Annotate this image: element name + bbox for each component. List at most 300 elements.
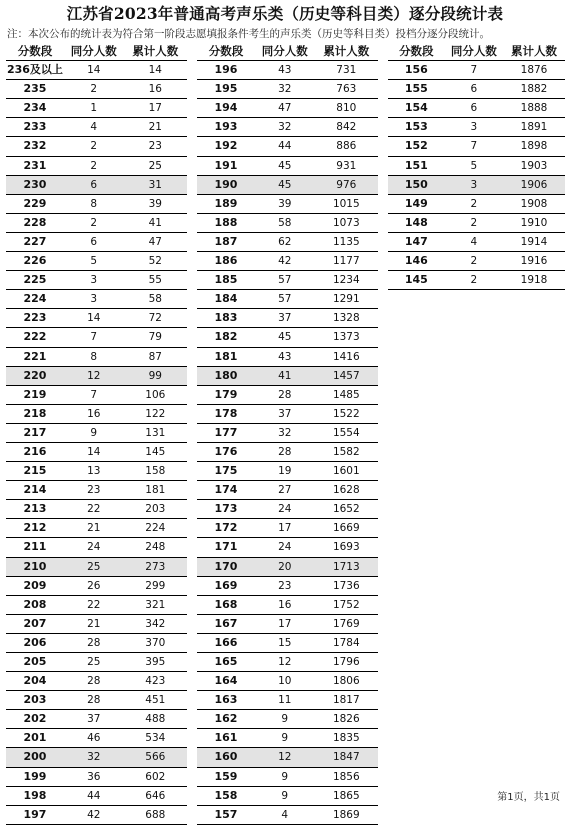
table-row — [197, 519, 378, 538]
cell-same-score-count: 8 — [64, 347, 124, 366]
cell-score: 194 — [197, 99, 255, 118]
cell-same-score-count: 27 — [255, 481, 315, 500]
cell-score: 208 — [6, 595, 64, 614]
cell-same-score-count: 22 — [64, 500, 124, 519]
cell-score: 207 — [6, 614, 64, 633]
cell-cumulative-count: 1582 — [315, 442, 378, 461]
cell-cumulative-count: 106 — [124, 385, 187, 404]
table-row — [388, 213, 565, 232]
table-row — [6, 232, 187, 251]
cell-score: 150 — [388, 175, 445, 194]
cell-same-score-count: 23 — [64, 481, 124, 500]
cell-same-score-count: 8 — [64, 194, 124, 213]
cell-same-score-count: 13 — [64, 462, 124, 481]
cell-score: 187 — [197, 232, 255, 251]
cell-score: 185 — [197, 271, 255, 290]
cell-score: 168 — [197, 595, 255, 614]
cell-same-score-count: 58 — [255, 213, 315, 232]
cell-same-score-count: 9 — [255, 710, 315, 729]
table-row — [197, 576, 378, 595]
cell-same-score-count: 6 — [64, 175, 124, 194]
cell-cumulative-count: 299 — [124, 576, 187, 595]
table-row — [6, 156, 187, 175]
cell-same-score-count: 4 — [64, 118, 124, 137]
cell-cumulative-count: 763 — [315, 80, 378, 99]
cell-cumulative-count: 55 — [124, 271, 187, 290]
cell-same-score-count: 16 — [64, 404, 124, 423]
table-row — [6, 748, 187, 767]
cell-same-score-count: 26 — [64, 576, 124, 595]
cell-score: 199 — [6, 767, 64, 786]
table-row — [6, 118, 187, 137]
table-body — [6, 61, 187, 825]
cell-cumulative-count: 1177 — [315, 252, 378, 271]
table-row — [6, 786, 187, 805]
cell-score: 201 — [6, 729, 64, 748]
table-row — [197, 156, 378, 175]
cell-score: 192 — [197, 137, 255, 156]
cell-score: 195 — [197, 80, 255, 99]
score-table — [388, 42, 565, 290]
cell-same-score-count: 3 — [64, 271, 124, 290]
table-row — [6, 194, 187, 213]
cell-cumulative-count: 1628 — [315, 481, 378, 500]
cell-same-score-count: 16 — [255, 595, 315, 614]
table-row — [6, 538, 187, 557]
cell-score: 153 — [388, 118, 445, 137]
cell-score: 200 — [6, 748, 64, 767]
cell-cumulative-count: 1234 — [315, 271, 378, 290]
table-row — [6, 423, 187, 442]
cell-same-score-count: 57 — [255, 290, 315, 309]
cell-cumulative-count: 99 — [124, 366, 187, 385]
cell-score: 197 — [6, 805, 64, 824]
cell-same-score-count: 45 — [255, 156, 315, 175]
cell-same-score-count: 7 — [64, 385, 124, 404]
cell-cumulative-count: 52 — [124, 252, 187, 271]
table-row — [197, 213, 378, 232]
cell-cumulative-count: 1135 — [315, 232, 378, 251]
cell-score: 214 — [6, 481, 64, 500]
header-cumulative-count: 累计人数 — [124, 42, 187, 61]
header-same-score-count: 同分人数 — [64, 42, 124, 61]
table-row — [6, 271, 187, 290]
table-row — [6, 462, 187, 481]
cell-cumulative-count: 931 — [315, 156, 378, 175]
cell-same-score-count: 28 — [64, 691, 124, 710]
cell-score: 226 — [6, 252, 64, 271]
table-row — [197, 672, 378, 691]
cell-same-score-count: 23 — [255, 576, 315, 595]
cell-cumulative-count: 1835 — [315, 729, 378, 748]
cell-cumulative-count: 1865 — [315, 786, 378, 805]
cell-cumulative-count: 1908 — [503, 194, 565, 213]
cell-cumulative-count: 39 — [124, 194, 187, 213]
cell-score: 186 — [197, 252, 255, 271]
cell-same-score-count: 20 — [255, 557, 315, 576]
cell-score: 219 — [6, 385, 64, 404]
cell-score: 210 — [6, 557, 64, 576]
cell-score: 167 — [197, 614, 255, 633]
table-note: 注：本次公布的统计表为符合第一阶段志愿填报条件考生的声乐类（历史等科目类）投档分逐分段统计。 — [7, 28, 490, 40]
cell-cumulative-count: 646 — [124, 786, 187, 805]
cell-score: 235 — [6, 80, 64, 99]
cell-cumulative-count: 842 — [315, 118, 378, 137]
cell-same-score-count: 45 — [255, 175, 315, 194]
header-same-score-count: 同分人数 — [255, 42, 315, 61]
table-row — [197, 595, 378, 614]
cell-cumulative-count: 248 — [124, 538, 187, 557]
cell-cumulative-count: 31 — [124, 175, 187, 194]
table-row — [197, 423, 378, 442]
cell-same-score-count: 12 — [64, 366, 124, 385]
cell-score: 159 — [197, 767, 255, 786]
cell-cumulative-count: 1015 — [315, 194, 378, 213]
table-row — [197, 80, 378, 99]
table-header-row — [6, 42, 187, 61]
cell-cumulative-count: 395 — [124, 653, 187, 672]
cell-same-score-count: 6 — [64, 232, 124, 251]
cell-score: 166 — [197, 633, 255, 652]
cell-score: 206 — [6, 633, 64, 652]
cell-same-score-count: 9 — [255, 767, 315, 786]
cell-cumulative-count: 1373 — [315, 328, 378, 347]
cell-score: 181 — [197, 347, 255, 366]
cell-cumulative-count: 1796 — [315, 653, 378, 672]
cell-same-score-count: 43 — [255, 61, 315, 80]
cell-same-score-count: 24 — [64, 538, 124, 557]
cell-cumulative-count: 1882 — [503, 80, 565, 99]
cell-cumulative-count: 1522 — [315, 404, 378, 423]
cell-score: 223 — [6, 309, 64, 328]
cell-same-score-count: 5 — [64, 252, 124, 271]
cell-cumulative-count: 1903 — [503, 156, 565, 175]
table-row — [6, 710, 187, 729]
cell-score: 228 — [6, 213, 64, 232]
cell-cumulative-count: 181 — [124, 481, 187, 500]
cell-cumulative-count: 731 — [315, 61, 378, 80]
cell-same-score-count: 11 — [255, 691, 315, 710]
cell-score: 170 — [197, 557, 255, 576]
cell-same-score-count: 46 — [64, 729, 124, 748]
cell-same-score-count: 21 — [64, 614, 124, 633]
cell-cumulative-count: 203 — [124, 500, 187, 519]
cell-cumulative-count: 1713 — [315, 557, 378, 576]
cell-same-score-count: 17 — [255, 614, 315, 633]
cell-score: 212 — [6, 519, 64, 538]
table-row — [197, 481, 378, 500]
cell-same-score-count: 22 — [64, 595, 124, 614]
cell-same-score-count: 28 — [64, 672, 124, 691]
table-row — [6, 137, 187, 156]
table-row — [197, 290, 378, 309]
cell-score: 184 — [197, 290, 255, 309]
cell-same-score-count: 37 — [64, 710, 124, 729]
table-row — [6, 481, 187, 500]
cell-cumulative-count: 158 — [124, 462, 187, 481]
cell-cumulative-count: 1736 — [315, 576, 378, 595]
cell-same-score-count: 3 — [445, 118, 503, 137]
cell-score: 217 — [6, 423, 64, 442]
cell-cumulative-count: 566 — [124, 748, 187, 767]
cell-cumulative-count: 122 — [124, 404, 187, 423]
cell-score: 154 — [388, 99, 445, 118]
cell-cumulative-count: 1826 — [315, 710, 378, 729]
cell-cumulative-count: 47 — [124, 232, 187, 251]
table-row — [6, 290, 187, 309]
cell-same-score-count: 4 — [445, 232, 503, 251]
table-row — [6, 557, 187, 576]
table-row — [6, 99, 187, 118]
cell-cumulative-count: 1856 — [315, 767, 378, 786]
table-row — [197, 309, 378, 328]
cell-score: 193 — [197, 118, 255, 137]
table-row — [197, 748, 378, 767]
table-row — [197, 691, 378, 710]
cell-score: 205 — [6, 653, 64, 672]
cell-same-score-count: 28 — [255, 385, 315, 404]
cell-cumulative-count: 1485 — [315, 385, 378, 404]
cell-cumulative-count: 1888 — [503, 99, 565, 118]
cell-cumulative-count: 1869 — [315, 805, 378, 824]
cell-same-score-count: 25 — [64, 557, 124, 576]
cell-same-score-count: 12 — [255, 748, 315, 767]
cell-cumulative-count: 72 — [124, 309, 187, 328]
cell-score: 160 — [197, 748, 255, 767]
table-row — [6, 80, 187, 99]
cell-score: 182 — [197, 328, 255, 347]
cell-cumulative-count: 16 — [124, 80, 187, 99]
cell-same-score-count: 6 — [445, 99, 503, 118]
table-row — [6, 252, 187, 271]
cell-score: 213 — [6, 500, 64, 519]
cell-cumulative-count: 321 — [124, 595, 187, 614]
cell-score: 227 — [6, 232, 64, 251]
cell-same-score-count: 44 — [64, 786, 124, 805]
cell-score: 155 — [388, 80, 445, 99]
table-row — [388, 118, 565, 137]
cell-same-score-count: 62 — [255, 232, 315, 251]
cell-same-score-count: 3 — [64, 290, 124, 309]
cell-cumulative-count: 1601 — [315, 462, 378, 481]
cell-score: 190 — [197, 175, 255, 194]
cell-cumulative-count: 1910 — [503, 213, 565, 232]
cell-score: 148 — [388, 213, 445, 232]
table-row — [197, 347, 378, 366]
cell-same-score-count: 24 — [255, 500, 315, 519]
table-header-row — [197, 42, 378, 61]
cell-score: 215 — [6, 462, 64, 481]
score-table-column-2 — [197, 42, 378, 825]
table-row — [388, 156, 565, 175]
cell-same-score-count: 12 — [255, 653, 315, 672]
cell-cumulative-count: 423 — [124, 672, 187, 691]
cell-score: 234 — [6, 99, 64, 118]
cell-score: 156 — [388, 61, 445, 80]
table-row — [6, 175, 187, 194]
table-row — [388, 271, 565, 290]
page-title: 江苏省2023年普通高考声乐类（历史等科目类）逐分段统计表 — [66, 4, 504, 23]
cell-cumulative-count: 1416 — [315, 347, 378, 366]
table-row — [6, 767, 187, 786]
table-row — [6, 366, 187, 385]
table-row — [197, 557, 378, 576]
table-row — [197, 538, 378, 557]
table-row — [197, 805, 378, 824]
table-row — [197, 61, 378, 80]
cell-cumulative-count: 810 — [315, 99, 378, 118]
cell-same-score-count: 10 — [255, 672, 315, 691]
table-row — [197, 786, 378, 805]
table-row — [197, 404, 378, 423]
cell-cumulative-count: 1876 — [503, 61, 565, 80]
table-row — [197, 653, 378, 672]
table-row — [197, 729, 378, 748]
cell-cumulative-count: 1916 — [503, 252, 565, 271]
cell-same-score-count: 2 — [445, 252, 503, 271]
table-row — [6, 404, 187, 423]
cell-cumulative-count: 224 — [124, 519, 187, 538]
cell-same-score-count: 41 — [255, 366, 315, 385]
table-row — [197, 710, 378, 729]
cell-score: 177 — [197, 423, 255, 442]
cell-same-score-count: 14 — [64, 61, 124, 80]
cell-score: 236及以上 — [6, 61, 64, 80]
cell-same-score-count: 32 — [64, 748, 124, 767]
cell-cumulative-count: 1073 — [315, 213, 378, 232]
cell-same-score-count: 7 — [445, 61, 503, 80]
table-row — [197, 252, 378, 271]
cell-same-score-count: 37 — [255, 404, 315, 423]
cell-score: 218 — [6, 404, 64, 423]
cell-cumulative-count: 79 — [124, 328, 187, 347]
cell-same-score-count: 4 — [255, 805, 315, 824]
table-row — [197, 232, 378, 251]
table-row — [197, 194, 378, 213]
cell-cumulative-count: 1752 — [315, 595, 378, 614]
cell-score: 189 — [197, 194, 255, 213]
cell-score: 146 — [388, 252, 445, 271]
cell-same-score-count: 6 — [445, 80, 503, 99]
header-score-range: 分数段 — [197, 42, 255, 61]
cell-score: 152 — [388, 137, 445, 156]
cell-same-score-count: 14 — [64, 309, 124, 328]
cell-cumulative-count: 488 — [124, 710, 187, 729]
cell-cumulative-count: 21 — [124, 118, 187, 137]
cell-cumulative-count: 131 — [124, 423, 187, 442]
table-row — [388, 99, 565, 118]
cell-same-score-count: 45 — [255, 328, 315, 347]
table-body — [197, 61, 378, 825]
cell-same-score-count: 24 — [255, 538, 315, 557]
cell-cumulative-count: 1906 — [503, 175, 565, 194]
cell-score: 220 — [6, 366, 64, 385]
cell-cumulative-count: 342 — [124, 614, 187, 633]
cell-cumulative-count: 1806 — [315, 672, 378, 691]
cell-score: 216 — [6, 442, 64, 461]
cell-same-score-count: 14 — [64, 442, 124, 461]
table-row — [6, 442, 187, 461]
cell-cumulative-count: 25 — [124, 156, 187, 175]
cell-same-score-count: 7 — [64, 328, 124, 347]
table-row — [6, 519, 187, 538]
table-row — [6, 347, 187, 366]
cell-score: 225 — [6, 271, 64, 290]
cell-cumulative-count: 17 — [124, 99, 187, 118]
table-row — [6, 61, 187, 80]
cell-score: 198 — [6, 786, 64, 805]
cell-same-score-count: 2 — [445, 271, 503, 290]
table-row — [6, 672, 187, 691]
score-table-column-3 — [388, 42, 565, 290]
table-row — [197, 118, 378, 137]
cell-score: 203 — [6, 691, 64, 710]
table-row — [6, 500, 187, 519]
cell-cumulative-count: 1652 — [315, 500, 378, 519]
cell-cumulative-count: 1891 — [503, 118, 565, 137]
table-row — [388, 61, 565, 80]
cell-same-score-count: 32 — [255, 118, 315, 137]
cell-score: 232 — [6, 137, 64, 156]
page-number: 第1页，共1页 — [497, 792, 560, 803]
cell-score: 165 — [197, 653, 255, 672]
cell-cumulative-count: 1784 — [315, 633, 378, 652]
cell-score: 231 — [6, 156, 64, 175]
cell-same-score-count: 28 — [64, 633, 124, 652]
cell-cumulative-count: 1918 — [503, 271, 565, 290]
cell-cumulative-count: 1328 — [315, 309, 378, 328]
header-cumulative-count: 累计人数 — [315, 42, 378, 61]
cell-same-score-count: 43 — [255, 347, 315, 366]
cell-same-score-count: 9 — [64, 423, 124, 442]
cell-cumulative-count: 1291 — [315, 290, 378, 309]
cell-score: 196 — [197, 61, 255, 80]
cell-score: 145 — [388, 271, 445, 290]
cell-same-score-count: 19 — [255, 462, 315, 481]
table-row — [197, 767, 378, 786]
table-row — [197, 366, 378, 385]
cell-cumulative-count: 602 — [124, 767, 187, 786]
table-row — [197, 99, 378, 118]
cell-score: 222 — [6, 328, 64, 347]
cell-score: 211 — [6, 538, 64, 557]
cell-score: 175 — [197, 462, 255, 481]
table-row — [6, 614, 187, 633]
cell-same-score-count: 2 — [64, 137, 124, 156]
cell-cumulative-count: 1769 — [315, 614, 378, 633]
table-row — [6, 633, 187, 652]
cell-score: 149 — [388, 194, 445, 213]
cell-score: 162 — [197, 710, 255, 729]
cell-same-score-count: 2 — [64, 213, 124, 232]
cell-score: 204 — [6, 672, 64, 691]
cell-score: 173 — [197, 500, 255, 519]
cell-same-score-count: 9 — [255, 786, 315, 805]
cell-same-score-count: 2 — [445, 213, 503, 232]
cell-cumulative-count: 370 — [124, 633, 187, 652]
cell-same-score-count: 47 — [255, 99, 315, 118]
cell-score: 157 — [197, 805, 255, 824]
cell-same-score-count: 2 — [64, 80, 124, 99]
cell-score: 179 — [197, 385, 255, 404]
cell-cumulative-count: 688 — [124, 805, 187, 824]
cell-cumulative-count: 886 — [315, 137, 378, 156]
cell-score: 229 — [6, 194, 64, 213]
cell-cumulative-count: 1914 — [503, 232, 565, 251]
cell-cumulative-count: 1817 — [315, 691, 378, 710]
cell-cumulative-count: 87 — [124, 347, 187, 366]
cell-cumulative-count: 976 — [315, 175, 378, 194]
